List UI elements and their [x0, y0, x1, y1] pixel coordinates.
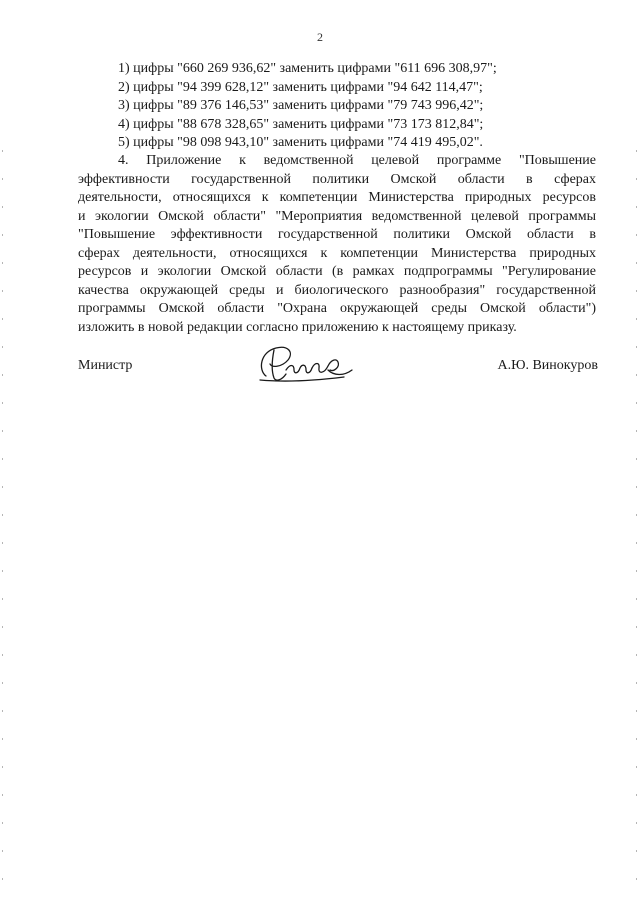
scan-dot	[636, 878, 637, 880]
scan-dot	[2, 822, 3, 824]
position-title: Министр	[78, 358, 133, 373]
scan-dot	[2, 794, 3, 796]
scan-dot	[636, 486, 637, 488]
paragraph-line: сферах деятельности, относящихся к компетенции Министерства природных	[78, 245, 596, 261]
scan-dot	[636, 654, 637, 656]
page-number: 2	[317, 30, 323, 44]
scan-dot	[2, 878, 3, 880]
scan-dot	[2, 430, 3, 432]
list-item: 2) цифры "94 399 628,12" заменить цифрами "94 642 114,47";	[118, 79, 483, 95]
scan-dot	[636, 346, 637, 348]
scan-dot	[2, 458, 3, 460]
scan-dot	[636, 458, 637, 460]
replacement-list	[118, 60, 598, 153]
scan-dot	[636, 402, 637, 404]
scan-dot	[636, 738, 637, 740]
scan-dot	[636, 262, 637, 264]
scan-dot	[2, 542, 3, 544]
scan-dot	[2, 402, 3, 404]
scan-dot	[2, 374, 3, 376]
scan-dot	[2, 206, 3, 208]
paragraph-line: качества окружающей среды и биологического разнообразия" государственной	[78, 282, 596, 298]
paragraph-line: программы Омской области "Охрана окружающей среды Омской области")	[78, 301, 596, 316]
scan-dot	[636, 570, 637, 572]
scan-dot	[2, 626, 3, 628]
scan-dot	[2, 514, 3, 516]
scan-dot	[636, 290, 637, 292]
scan-dot	[2, 262, 3, 264]
paragraph-line: 4. Приложение к ведомственной целевой программе "Повышение	[118, 153, 596, 168]
signer-name: А.Ю. Винокуров	[497, 358, 598, 373]
scan-dot	[2, 738, 3, 740]
scan-dot	[2, 850, 3, 852]
paragraph-line: деятельности, относящихся к компетенции Министерства природных ресурсов	[78, 190, 596, 205]
scan-dot	[2, 346, 3, 348]
scan-dot	[2, 486, 3, 488]
scan-dot	[636, 710, 637, 712]
list-item: 1) цифры "660 269 936,62" заменить цифрами "611 696 308,97";	[118, 61, 497, 76]
scan-dot	[636, 766, 637, 768]
scan-dot	[2, 178, 3, 180]
scan-dot	[2, 710, 3, 712]
scan-margin-dots-left	[2, 0, 4, 905]
paragraph-line: изложить в новой редакции согласно приложению к настоящему приказу.	[78, 319, 517, 335]
paragraph-line: эффективности государственной политики Омской области в сферах	[78, 171, 596, 187]
scan-dot	[636, 178, 637, 180]
scan-dot	[2, 766, 3, 768]
scan-dot	[636, 150, 637, 152]
scan-dot	[2, 598, 3, 600]
paragraph-line: ресурсов и экологии Омской области (в рамках подпрограммы "Регулирование	[78, 264, 596, 279]
scan-dot	[636, 794, 637, 796]
scan-dot	[636, 682, 637, 684]
list-item: 3) цифры "89 376 146,53" заменить цифрами "79 743 996,42";	[118, 98, 484, 113]
scan-dot	[636, 430, 637, 432]
scan-dot	[2, 570, 3, 572]
scan-margin-dots-right	[636, 0, 638, 905]
scan-dot	[636, 206, 637, 208]
scan-dot	[636, 626, 637, 628]
scan-dot	[2, 654, 3, 656]
handwritten-signature	[252, 340, 362, 386]
scan-dot	[636, 374, 637, 376]
list-item: 4) цифры "88 678 328,65" заменить цифрами "73 173 812,84";	[118, 116, 484, 132]
scan-dot	[2, 318, 3, 320]
paragraph-4	[78, 152, 596, 337]
scan-dot	[636, 822, 637, 824]
scan-dot	[636, 514, 637, 516]
paragraph-line: и экологии Омской области" "Мероприятия ведомственной целевой программы	[78, 208, 596, 224]
scan-dot	[2, 234, 3, 236]
scan-dot	[2, 290, 3, 292]
scan-dot	[636, 234, 637, 236]
paragraph-line: "Повышение эффективности государственной политики Омской области в	[78, 227, 596, 242]
scan-dot	[636, 542, 637, 544]
scan-dot	[636, 850, 637, 852]
scan-dot	[2, 682, 3, 684]
scan-dot	[636, 598, 637, 600]
scan-dot	[2, 150, 3, 152]
list-item: 5) цифры "98 098 943,10" заменить цифрами "74 419 495,02".	[118, 135, 483, 150]
scan-dot	[636, 318, 637, 320]
